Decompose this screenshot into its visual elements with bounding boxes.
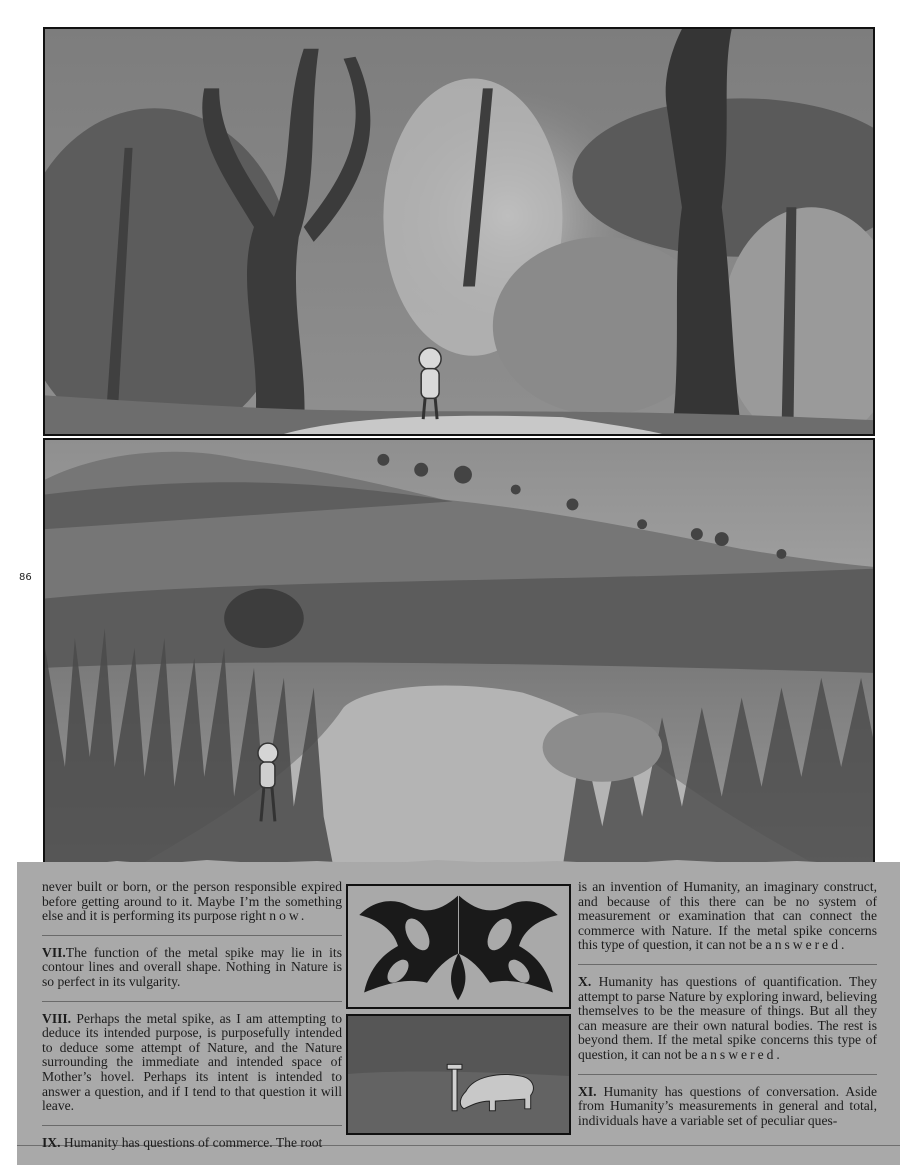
- paragraph-vi-end: never built or born, or the person responsible expired before getting around to it. Maybe I’m the something else and it is performing its purpose right now.: [42, 879, 342, 924]
- ornament: [346, 884, 571, 1009]
- left-text-column: [42, 880, 342, 1161]
- divider: [578, 964, 877, 965]
- meadow-panel: [43, 438, 875, 870]
- text-area: [17, 862, 900, 1165]
- divider: [42, 1001, 342, 1002]
- divider: [42, 935, 342, 936]
- forest-scene-icon: [45, 29, 873, 434]
- paragraph-ix-cont: is an invention of Humanity, an imaginary construct, and because of this there can be no system of measurement or examination that can connect the commerce with Nature. If the metal spike concerns this type of question, it can not be answered.: [578, 879, 877, 953]
- paragraph-x: X. Humanity has questions of quantification. They attempt to parse Nature by exploring inward, believing themselves to be the measure of things. But all they can measure are their own natural bodies. The rest is beyond them. If the metal spike concerns this type of question, it can not be answered.: [578, 973, 877, 1062]
- paragraph-xi: XI. Humanity has questions of conversation. Aside from Humanity’s measurements in general and total, individuals have a variable set of peculiar ques-: [578, 1083, 877, 1128]
- paragraph-vii: VII.The function of the metal spike may lie in its contour lines and overall shape. Nothing in Nature is so perfect in its vulgarity.: [42, 944, 342, 989]
- meadow-scene-icon: [45, 440, 873, 868]
- right-text-column: [578, 880, 877, 1139]
- paragraph-ix: IX. Humanity has questions of commerce. The root: [42, 1134, 323, 1150]
- forest-panel: [43, 27, 875, 436]
- leaf-ornament-icon: [348, 886, 569, 1007]
- paragraph-viii: VIII. Perhaps the metal spike, as I am attempting to deduce its intended purpose, is purposefully intended to deduce some attempt of Nature, and the Nature surrounding the immediate and intended space of Mother’s hovel. Perhaps its intent is intended to answer a question, and if I tend to that question it will leave.: [42, 1010, 342, 1114]
- page-number: 86: [19, 572, 32, 583]
- divider: [578, 1074, 877, 1075]
- metal-spike-scene-icon: [348, 1016, 569, 1133]
- divider: [42, 1125, 342, 1126]
- spike-vignette: [346, 1014, 571, 1135]
- torn-paper-edge: [17, 854, 900, 874]
